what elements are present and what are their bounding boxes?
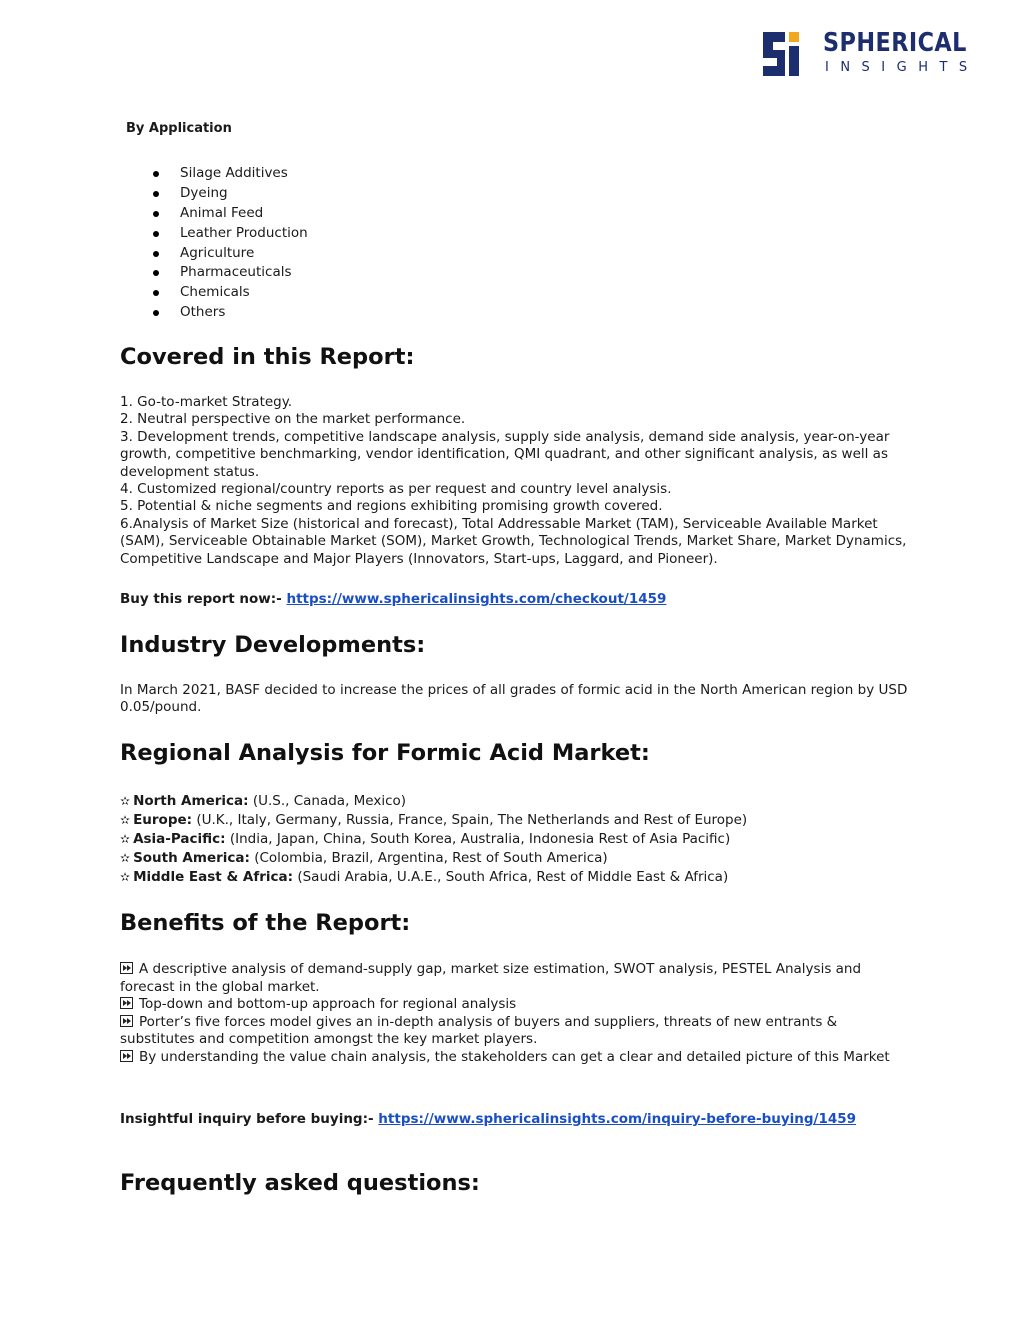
list-item: Leather Production bbox=[120, 224, 308, 244]
list-item: Top-down and bottom-up approach for regional analysis bbox=[120, 996, 910, 1014]
company-logo bbox=[763, 28, 979, 78]
list-item: Animal Feed bbox=[120, 204, 308, 224]
logo-wordmark-primary: SPHERICAL bbox=[823, 28, 967, 58]
list-item: Porter’s five forces model gives an in-depth analysis of buyers and suppliers, threats of new entrants & substitutes and competition amongst the key market players. bbox=[120, 1013, 838, 1048]
list-item: ✫ Europe: (U.K., Italy, Germany, Russia, France, Spain, The Netherlands and Rest of Europe) bbox=[120, 812, 748, 828]
bullet-icon bbox=[153, 171, 159, 177]
bullet-icon bbox=[153, 290, 159, 296]
bullet-icon bbox=[153, 310, 159, 316]
list-item: Silage Additives bbox=[120, 164, 308, 184]
application-list bbox=[120, 164, 308, 323]
list-item: Agriculture bbox=[120, 244, 308, 264]
list-item: ✫ Middle East & Africa: (Saudi Arabia, U.A.E., South Africa, Rest of Middle East & Africa) bbox=[120, 869, 729, 885]
list-item: Pharmaceuticals bbox=[120, 263, 308, 283]
list-item: 6.Analysis of Market Size (historical and forecast), Total Addressable Market (TAM), Serviceable Available Market (SAM), Serviceable Obtainable Market (SOM), Market Growth, Technological Trends, Market Share, Market Dynamics, Competitive Landscape and Major Players (Innovators, Start-ups, Laggard, and Pioneer). bbox=[120, 515, 907, 567]
fast-forward-icon bbox=[120, 1015, 133, 1027]
covered-heading: Covered in this Report: bbox=[120, 344, 415, 370]
list-item: ✫ Asia-Pacific: (India, Japan, China, South Korea, Australia, Indonesia Rest of Asia Pacific) bbox=[120, 831, 731, 847]
covered-list bbox=[120, 394, 910, 568]
bullet-icon bbox=[153, 270, 159, 276]
benefits-heading: Benefits of the Report: bbox=[120, 910, 411, 936]
list-item: 5. Potential & niche segments and regions exhibiting promising growth covered. bbox=[120, 498, 663, 515]
list-item: 1. Go-to-market Strategy. bbox=[120, 394, 293, 410]
logo-wordmark-secondary: INSIGHTS bbox=[825, 60, 979, 75]
buy-label: Buy this report now:- bbox=[120, 591, 287, 607]
list-item: 3. Development trends, competitive landscape analysis, supply side analysis, demand side analysis, year-on-year growth, competitive benchmarking, vendor identification, QMI quadrant, and other significant analysis, as well as development status. bbox=[120, 428, 890, 480]
list-item: Others bbox=[120, 303, 308, 323]
industry-text: In March 2021, BASF decided to increase the prices of all grades of formic acid in the North American region by USD 0.05/pound. bbox=[120, 682, 908, 716]
faq-heading: Frequently asked questions: bbox=[120, 1170, 480, 1196]
star-icon: ✫ bbox=[120, 832, 131, 846]
list-item: ✫ South America: (Colombia, Brazil, Argentina, Rest of South America) bbox=[120, 850, 608, 866]
fast-forward-icon bbox=[120, 1050, 133, 1062]
list-item: A descriptive analysis of demand-supply gap, market size estimation, SWOT analysis, PESTEL Analysis and forecast in the global market. bbox=[120, 961, 862, 995]
bullet-icon bbox=[153, 211, 159, 217]
inquiry-line bbox=[120, 1111, 910, 1128]
star-icon: ✫ bbox=[120, 851, 131, 865]
star-icon: ✫ bbox=[120, 794, 131, 808]
list-item: By understanding the value chain analysis, the stakeholders can get a clear and detailed picture of this Market bbox=[120, 1049, 910, 1067]
list-item: 2. Neutral perspective on the market performance. bbox=[120, 411, 466, 428]
inquiry-label: Insightful inquiry before buying:- bbox=[120, 1111, 379, 1127]
benefits-list bbox=[120, 961, 910, 1067]
by-application-heading: By Application bbox=[126, 121, 232, 136]
checkout-link[interactable]: https://www.sphericalinsights.com/checkout/1459 bbox=[286, 591, 667, 607]
regional-heading: Regional Analysis for Formic Acid Market: bbox=[120, 740, 650, 766]
bullet-icon bbox=[153, 251, 159, 257]
star-icon: ✫ bbox=[120, 813, 131, 827]
inquiry-link[interactable]: https://www.sphericalinsights.com/inquiry-before-buying/1459 bbox=[378, 1111, 857, 1127]
buy-line bbox=[120, 591, 910, 608]
fast-forward-icon bbox=[120, 997, 133, 1009]
spherical-insights-logo-icon bbox=[763, 32, 811, 76]
list-item: 4. Customized regional/country reports as per request and country level analysis. bbox=[120, 481, 672, 498]
list-item: Chemicals bbox=[120, 283, 308, 303]
list-item: Dyeing bbox=[120, 184, 308, 204]
bullet-icon bbox=[153, 231, 159, 237]
fast-forward-icon bbox=[120, 962, 133, 974]
industry-heading: Industry Developments: bbox=[120, 632, 426, 658]
list-item: ✫ North America: (U.S., Canada, Mexico) bbox=[120, 793, 407, 809]
regional-list bbox=[120, 792, 910, 887]
bullet-icon bbox=[153, 191, 159, 197]
star-icon: ✫ bbox=[120, 870, 131, 884]
